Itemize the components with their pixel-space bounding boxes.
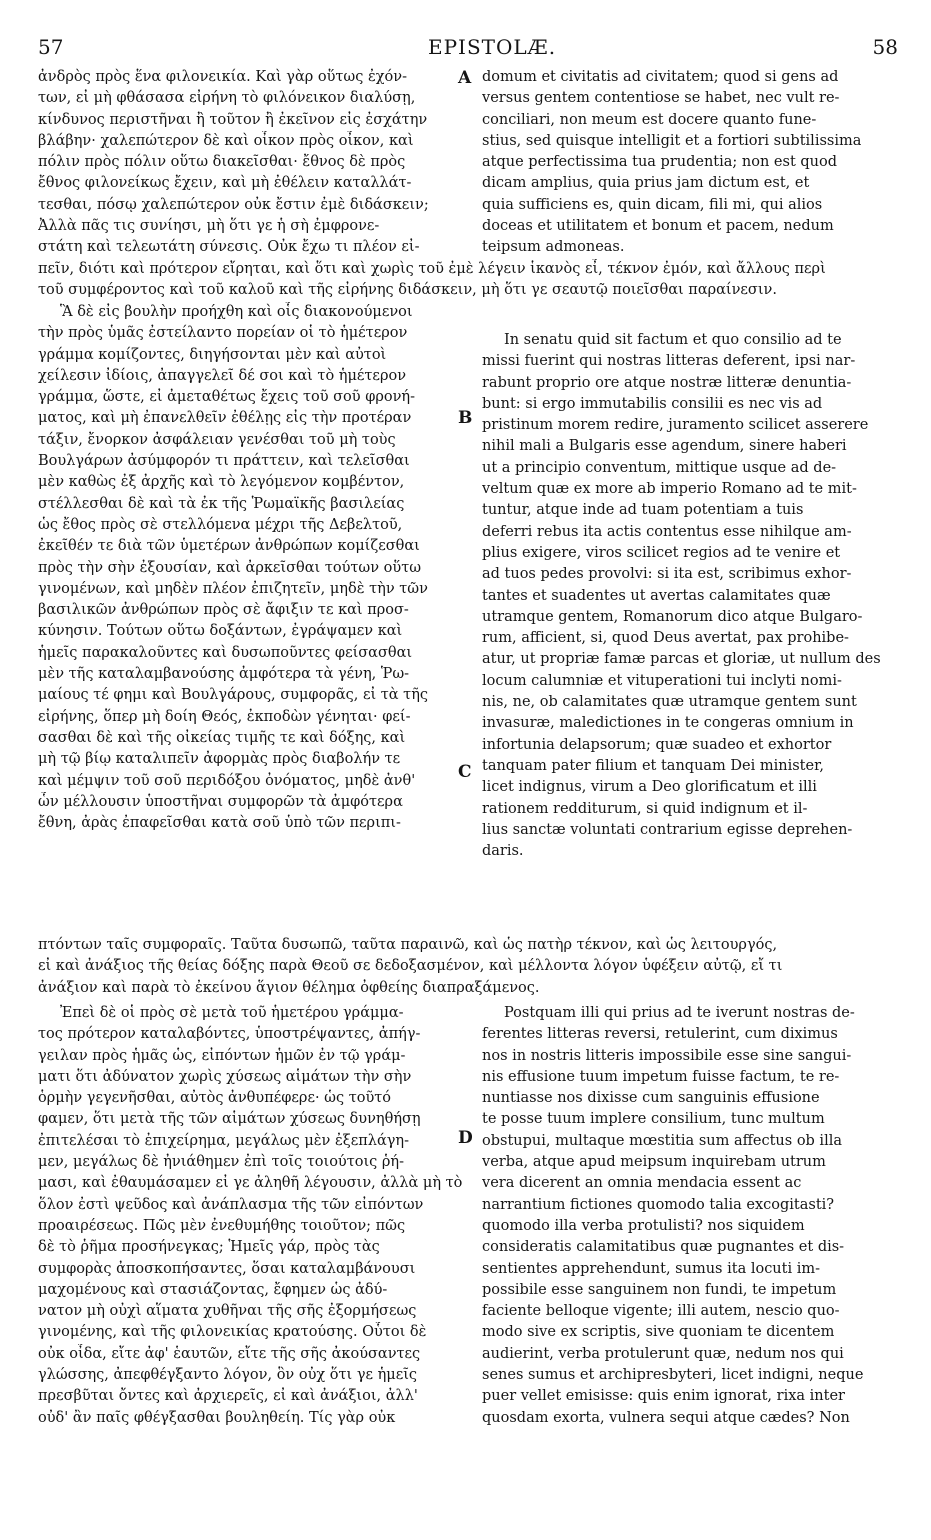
- greek-line: συμφορὰς ἀποσκοπήσαντες, ὅσαι καταλαμβάνουσι: [38, 1260, 416, 1277]
- full-width-greek-1: [38, 259, 903, 302]
- latin-line: veltum quæ ex more ab imperio Romano ad te mit-: [482, 481, 857, 498]
- latin-line: quosdam exorta, vulnera sequi atque cædes? Non: [482, 1409, 850, 1426]
- greek-line: καὶ μέμψιν τοῦ σοῦ περιδόξου ὀνόματος, μηδὲ ἀνθ': [38, 772, 416, 789]
- greek-column-block3: [38, 1003, 463, 1429]
- greek-line: εἰρήνης, ὅπερ μὴ δοίη Θεός, ἐκποδὼν γένηται· φεί-: [38, 708, 411, 725]
- latin-line: possibile esse sanguinem non fundi, te impetum: [482, 1281, 837, 1298]
- latin-line: deferri rebus ita actis contentus esse nihilque am-: [482, 523, 852, 540]
- greek-line: των, εἰ μὴ φθάσασα εἰρήνη τὸ φιλόνεικον διαλύσῃ,: [38, 90, 416, 107]
- latin-line: rum, afficient, si, quod Deus avertat, pax prohibe-: [482, 630, 849, 647]
- greek-line: ἀνδρὸς πρὸς ἕνα φιλονεικία. Καὶ γὰρ οὕτως ἐχόν-: [38, 69, 407, 85]
- greek-line: μὲν τῆς καταλαμβανούσης ἀμφότερα τὰ γένη, Ῥω-: [38, 666, 410, 683]
- greek-line: Βουλγάρων ἀσύμφορόν τι πράττειν, καὶ τελεῖσθαι: [38, 453, 410, 470]
- latin-line: missi fuerint qui nostras litteras deferent, ipsi nar-: [482, 353, 856, 370]
- greek-line: πόλιν πρὸς πόλιν οὕτω διακεῖσθαι· ἔθνος δὲ πρὸς: [38, 154, 406, 171]
- greek-line: ἔθνος φιλονείκως ἔχειν, καὶ μὴ ἐθέλειν καταλλάτ-: [38, 175, 412, 192]
- running-title: EPISTOLÆ.: [428, 35, 557, 59]
- greek-line: Ἃ δὲ εἰς βουλὴν προήχθη καὶ οἷς διακονούμενοι: [60, 304, 413, 320]
- latin-line: puer vellet emisisse: quis enim ignorat, rixa inter: [482, 1388, 845, 1405]
- latin-line: licet indignus, virum a Deo glorificatum et illi: [482, 779, 817, 796]
- latin-line: plius exigere, viros scilicet regios ad te venire et: [482, 544, 841, 561]
- greek-line: μεν, μεγάλως δὲ ἠνιάθημεν ἐπὶ τοῖς τοιούτοις ῥή-: [38, 1154, 405, 1171]
- latin-line: quia sufficiens es, quin dicam, fili mi, qui alios: [482, 196, 823, 213]
- greek-line: πρὸς τὴν σὴν ἐξουσίαν, καὶ ἀρκεῖσθαι τούτων οὕτω: [38, 559, 422, 576]
- greek-line: οὐδ' ἂν παῖς φθέγξασθαι βουληθείη. Τίς γὰρ οὐκ: [38, 1409, 396, 1426]
- greek-line: εἰ καὶ ἀνάξιος τῆς θείας δόξης παρὰ Θεοῦ σε δεδοξασμένον, καὶ μέλλοντα λόγον ὑφέξειν αὐτῷ, εἴ τι: [38, 958, 783, 975]
- greek-line: νατον μὴ οὐχὶ αἵματα χυθῆναι τῆς σῆς ἐξορμήσεως: [38, 1303, 417, 1320]
- latin-line: atque perfectissima tua prudentia; non est quod: [482, 154, 838, 171]
- greek-line: ὧν μέλλουσιν ὑποστῆναι συμφορῶν τὰ ἀμφότερα: [38, 793, 403, 810]
- page-number-right: 58: [872, 35, 898, 59]
- latin-line: ut a principio conventum, mittique usque ad de-: [482, 459, 837, 476]
- section-marker-a: A: [458, 68, 472, 88]
- latin-line: teipsum admoneas.: [482, 239, 625, 256]
- latin-line: verba, atque apud meipsum inquirebam utrum: [482, 1154, 826, 1171]
- greek-line: ὅλον ἐστὶ ψεῦδος καὶ ἀνάπλασμα τῆς τῶν εἰπόντων: [38, 1196, 424, 1213]
- greek-line: πεῖν, διότι καὶ πρότερον εἴρηται, καὶ ὅτι καὶ χωρὶς τοῦ ἐμὲ λέγειν ἱκανὸς εἶ, τέκνον ἐμόν, καὶ ἄλλους περὶ: [38, 261, 826, 277]
- greek-line: Ἀλλὰ πᾶς τις συνίησι, μὴ ὅτι γε ἡ σὴ ἐμφρονε-: [38, 218, 380, 235]
- latin-line: tanquam pater filium et tanquam Dei minister,: [482, 757, 825, 774]
- greek-line: τὴν πρὸς ὑμᾶς ἐστείλαντο πορείαν οἱ τὸ ἡμέτερον: [38, 325, 408, 342]
- latin-line: obstupui, multaque mœstitia sum affectus ob illa: [482, 1132, 842, 1149]
- latin-column-block2: [482, 330, 897, 862]
- greek-line: μαχομένους καὶ στασιάζοντας, ἔφημεν ὡς ἀδύ-: [38, 1281, 388, 1298]
- greek-line: ὡς ἔθος πρὸς σὲ στελλόμενα μέχρι τῆς Δεβελτοῦ,: [38, 516, 403, 533]
- latin-line: nis, ne, ob calamitates quæ utramque gentem sunt: [482, 694, 857, 711]
- latin-line: vera dicerent an omnia mendacia essent ac: [482, 1175, 802, 1192]
- latin-line: versus gentem contentiose se habet, nec vult re-: [482, 90, 840, 107]
- greek-line: γράμμα κομίζοντες, διηγήσονται μὲν καὶ αὐτοὶ: [38, 346, 387, 363]
- greek-line: γλώσσης, ἀπεφθέγξαντο λόγον, ὃν οὐχ ὅτι γε ἡμεῖς: [38, 1367, 418, 1384]
- latin-line: consideratis calamitatibus quæ pugnantes et dis-: [482, 1239, 845, 1256]
- latin-line: audierint, verba protulerunt quæ, nedum nos qui: [482, 1345, 844, 1362]
- latin-line: utramque gentem, Romanorum dico atque Bulgaro-: [482, 608, 863, 625]
- latin-line: sentientes apprehendunt, sumus ita locuti im-: [482, 1260, 821, 1277]
- latin-line: domum et civitatis ad civitatem; quod si gens ad: [482, 69, 839, 85]
- latin-line: rationem redditurum, si quid indignum et il-: [482, 800, 808, 817]
- greek-line: μὴ τῷ βίῳ καταλιπεῖν ἀφορμὰς πρὸς διαβολήν τε: [38, 751, 401, 768]
- greek-line: σασθαι δὲ καὶ τῆς οἰκείας τιμῆς τε καὶ δόξης, καὶ: [38, 729, 406, 746]
- greek-line: τος πρότερον καταλαβόντες, ὑποστρέψαντες, ἀπήγ-: [38, 1026, 421, 1043]
- greek-line: ἀνάξιον καὶ παρὰ τὸ ἐκείνου ἅγιον θέλημα ὀφθείης διαπραξάμενος.: [38, 979, 540, 996]
- greek-column-block2: [38, 302, 463, 834]
- greek-line: κίνδυνος περιστῆναι ἢ τοῦτον ἢ ἐκεῖνον εἰς ἐσχάτην: [38, 111, 428, 128]
- greek-line: τοῦ συμφέροντος καὶ τοῦ καλοῦ καὶ τῆς εἰρήνης διδάσκειν, μὴ ὅτι γε σεαυτῷ ποιεῖσθαι παραίνεσιν.: [38, 282, 777, 299]
- latin-line: quomodo illa verba protulisti? nos siquidem: [482, 1217, 805, 1234]
- latin-line: ferentes litteras reversi, retulerint, cum diximus: [482, 1026, 838, 1043]
- greek-line: ἔθνη, ἀρὰς ἐπαφεῖσθαι κατὰ σοῦ ὑπὸ τῶν περιπι-: [38, 815, 401, 832]
- greek-line: ματος, καὶ μὴ ἐπανελθεῖν ἐθέλῃς εἰς τὴν προτέραν: [38, 410, 412, 427]
- full-width-greek-2: [38, 935, 903, 999]
- greek-line: μασι, καὶ ἐθαυμάσαμεν εἰ γε ἀληθῆ λέγουσιν, ἀλλὰ μὴ τὸ: [38, 1175, 463, 1192]
- latin-line: senes sumus et archipresbyteri, licet indigni, neque: [482, 1367, 864, 1384]
- greek-line: γράμμα, ὥστε, εἰ ἀμεταθέτως ἔχεις τοῦ σοῦ φρονή-: [38, 389, 416, 406]
- latin-line: conciliari, non meum est docere quanto fune-: [482, 111, 817, 128]
- greek-line: ἐπιτελέσαι τὸ ἐπιχείρημα, μεγάλως μὲν ἐξεπλάγη-: [38, 1132, 410, 1149]
- latin-line: Postquam illi qui prius ad te iverunt nostras de-: [504, 1005, 855, 1021]
- latin-line: invasuræ, maledictiones in te congeras omnium in: [482, 715, 854, 732]
- running-header: [38, 35, 898, 63]
- greek-line: βλάβην· χαλεπώτερον δὲ καὶ οἶκον πρὸς οἶκον, καὶ: [38, 132, 414, 149]
- greek-line: τεσθαι, πόσῳ χαλεπώτερον οὐκ ἔστιν ἐμὲ διδάσκειν;: [38, 196, 429, 213]
- greek-line: γινομένων, καὶ μηδὲν πλέον ἐπιζητεῖν, μηδὲ τὴν τῶν: [38, 580, 428, 597]
- section-marker-b: B: [458, 408, 473, 428]
- greek-line: φαμεν, ὅτι μετὰ τῆς τῶν αἱμάτων χύσεως δυνηθήσῃ: [38, 1111, 421, 1128]
- section-marker-c: C: [458, 762, 472, 782]
- greek-line: ἐκεῖθέν τε διὰ τῶν ὑμετέρων ἀνθρώπων κομίζεσθαι: [38, 538, 420, 555]
- latin-line: daris.: [482, 843, 524, 860]
- greek-line: στάτη καὶ τελεωτάτη σύνεσις. Οὐκ ἔχω τι πλέον εἰ-: [38, 239, 420, 256]
- latin-line: pristinum morem redire, juramento scilicet asserere: [482, 417, 869, 434]
- latin-line: stius, sed quisque intelligit et a fortiori subtilissima: [482, 132, 862, 149]
- greek-line: πρεσβῦται ὄντες καὶ ἀρχιερεῖς, εἰ καὶ ἀνάξιοι, ἀλλ': [38, 1388, 418, 1405]
- greek-line: κύνησιν. Τούτων οὕτω δοξάντων, ἐγράψαμεν καὶ: [38, 623, 403, 640]
- latin-line: faciente belloque vigente; illi autem, nescio quo-: [482, 1303, 840, 1320]
- latin-line: dicam amplius, quia prius jam dictum est, et: [482, 175, 810, 192]
- latin-column-block1: [482, 67, 897, 259]
- latin-line: nos in nostris litteris impossibile esse sine sangui-: [482, 1047, 852, 1064]
- greek-line: στέλλεσθαι δὲ καὶ τὰ ἐκ τῆς Ῥωμαϊκῆς βασιλείας: [38, 495, 405, 512]
- greek-line: βασιλικῶν ἀνθρώπων πρὸς σὲ ἄφιξιν τε καὶ προσ-: [38, 602, 409, 619]
- latin-line: locum calumniæ et vituperationi tui inclyti nomi-: [482, 672, 842, 689]
- greek-line: πτόντων ταῖς συμφοραῖς. Ταῦτα δυσωπῶ, ταῦτα παραινῶ, καὶ ὡς πατὴρ τέκνον, καὶ ὡς λειτουργός,: [38, 937, 778, 953]
- latin-line: In senatu quid sit factum et quo consilio ad te: [504, 332, 842, 348]
- greek-line: οὐκ οἶδα, εἴτε ἀφ' ἑαυτῶν, εἴτε τῆς σῆς ἀκούσαντες: [38, 1345, 421, 1362]
- latin-line: rabunt proprio ore atque nostræ litteræ denuntia-: [482, 374, 852, 391]
- latin-line: narrantium fictiones quomodo talia excogitasti?: [482, 1196, 835, 1213]
- latin-line: infortunia delapsorum; quæ suadeo et exhortor: [482, 736, 832, 753]
- greek-line: γινομένης, καὶ τῆς φιλονεικίας κρατούσης. Οὗτοι δὲ: [38, 1324, 427, 1341]
- greek-line: μαίους τέ φημι καὶ Βουλγάρους, συμφορᾶς, εἰ τὰ τῆς: [38, 687, 429, 704]
- greek-line: χείλεσιν ἰδίοις, ἀπαγγελεῖ δέ σοι καὶ τὸ ἡμέτερον: [38, 367, 407, 384]
- latin-line: doceas et utilitatem et bonum et pacem, nedum: [482, 218, 834, 235]
- latin-line: te posse tuum implere consilium, tunc multum: [482, 1111, 825, 1128]
- latin-line: modo sive ex scriptis, sive quoniam te dicentem: [482, 1324, 835, 1341]
- latin-line: lius sanctæ voluntati contrarium egisse deprehen-: [482, 821, 853, 838]
- latin-line: tuntur, atque inde ad tuam potentiam a tuis: [482, 502, 804, 519]
- greek-line: ἡμεῖς παρακαλοῦντες καὶ δυσωποῦντες φείσασθαι: [38, 644, 413, 661]
- greek-line: Ἐπεὶ δὲ οἱ πρὸς σὲ μετὰ τοῦ ἡμετέρου γράμμα-: [60, 1005, 404, 1021]
- latin-line: nuntiasse nos dixisse cum sanguinis effusione: [482, 1090, 820, 1107]
- greek-line: τάξιν, ἔνορκον ἀσφάλειαν γενέσθαι τοῦ μὴ τοὺς: [38, 431, 396, 448]
- latin-column-block3: [482, 1003, 897, 1429]
- greek-line: μὲν καθὼς ἐξ ἀρχῆς καὶ τὸ λεγόμενον κομβέντον,: [38, 474, 405, 491]
- page-number-left: 57: [38, 35, 64, 59]
- latin-line: nis effusione tuum impetum fuisse factum, te re-: [482, 1068, 840, 1085]
- greek-line: ὁρμὴν γεγενῆσθαι, αὐτὸς ἀνθυπέφερε· ὡς τοῦτό: [38, 1090, 392, 1107]
- latin-line: atur, ut propriæ famæ parcas et gloriæ, ut nullum des: [482, 651, 881, 668]
- greek-line: προαιρέσεως. Πῶς μὲν ἐνεθυμήθης τοιοῦτον; πῶς: [38, 1217, 406, 1234]
- latin-line: bunt: si ergo immutabilis consilii es nec vis ad: [482, 395, 823, 412]
- greek-line: δὲ τὸ ῥῆμα προσήνεγκας; Ἡμεῖς γάρ, πρὸς τὰς: [38, 1239, 380, 1256]
- greek-line: γειλαν πρὸς ἡμᾶς ὡς, εἰπόντων ἡμῶν ἐν τῷ γράμ-: [38, 1047, 406, 1064]
- latin-line: tantes et suadentes ut avertas calamitates quæ: [482, 587, 831, 604]
- latin-line: nihil mali a Bulgaris esse agendum, sinere haberi: [482, 438, 847, 455]
- section-marker-d: D: [458, 1128, 473, 1148]
- greek-column-block1: [38, 67, 463, 259]
- latin-line: ad tuos pedes provolvi: si ita est, scribimus exhor-: [482, 566, 852, 583]
- greek-line: ματι ὅτι ἀδύνατον χωρὶς χύσεως αἱμάτων τὴν σὴν: [38, 1068, 412, 1085]
